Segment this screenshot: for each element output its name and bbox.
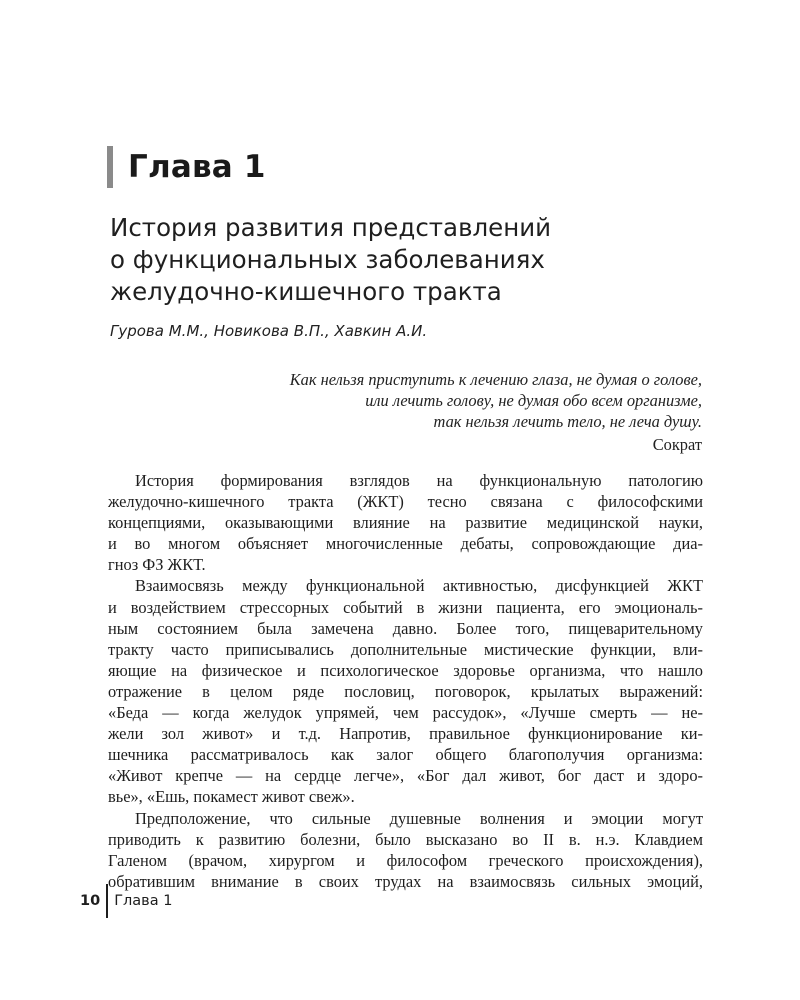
body-line: и во многом объясняет многочисленные дебаты, сопровождающие диа- bbox=[108, 534, 703, 554]
subtitle-line: желудочно-кишечного тракта bbox=[110, 277, 502, 306]
body-line: История формирования взглядов на функциональную патологию bbox=[135, 471, 703, 490]
body-line: Предположение, что сильные душевные волнения и эмоции могут bbox=[135, 808, 703, 828]
body-text bbox=[108, 470, 703, 892]
authors: Гурова М.М., Новикова В.П., Хавкин А.И. bbox=[110, 322, 428, 340]
epigraph bbox=[290, 369, 702, 432]
body-line: шечника рассматривалось как залог общего благополучия организма: bbox=[108, 745, 703, 765]
chapter-heading bbox=[107, 146, 266, 188]
body-line: отражение в целом ряде пословиц, поговорок, крылатых выражений: bbox=[108, 681, 703, 701]
body-line: тракту часто приписывались дополнительные мистические функции, вли- bbox=[108, 639, 703, 659]
body-line: «Беда — когда желудок упрямей, чем рассудок», «Лучше смерть — не- bbox=[108, 703, 703, 723]
chapter-subtitle bbox=[110, 212, 710, 308]
page-footer bbox=[80, 884, 172, 918]
body-line: концепциями, оказывающими влияние на развитие медицинской науки, bbox=[108, 513, 703, 533]
epigraph-line: или лечить голову, не думая обо всем организме, bbox=[365, 391, 702, 410]
body-line: желудочно-кишечного тракта (ЖКТ) тесно связана с философскими bbox=[108, 492, 703, 512]
page-number: 10 bbox=[80, 893, 101, 909]
body-line: приводить к развитию болезни, было высказано во II в. н.э. Клавдием bbox=[108, 829, 703, 849]
epigraph-line: так нельзя лечить тело, не леча душу. bbox=[433, 412, 702, 431]
body-line: вье», «Ешь, покамест живот свеж». bbox=[108, 787, 355, 807]
body-line: гноз ФЗ ЖКТ. bbox=[108, 555, 206, 575]
body-line: обратившим внимание в своих трудах на взаимосвязь сильных эмоций, bbox=[108, 871, 703, 891]
chapter-accent-bar bbox=[107, 146, 113, 188]
body-line: Взаимосвязь между функциональной активностью, дисфункцией ЖКТ bbox=[135, 576, 703, 596]
body-line: ным состоянием была замечена давно. Более того, пищеварительному bbox=[108, 618, 703, 638]
body-line: «Живот крепче — на сердце легче», «Бог дал живот, бог даст и здоро- bbox=[108, 766, 703, 786]
running-title: Глава 1 bbox=[114, 893, 173, 909]
subtitle-line: История развития представлений bbox=[110, 213, 552, 242]
body-line: Галеном (врачом, хирургом и философом греческого происхождения), bbox=[108, 850, 703, 870]
footer-divider bbox=[106, 884, 108, 918]
epigraph-line: Как нельзя приступить к лечению глаза, не думая о голове, bbox=[289, 370, 702, 389]
chapter-title: Глава 1 bbox=[128, 149, 266, 185]
body-line: яющие на физическое и психологическое здоровье организма, что нашло bbox=[108, 660, 703, 680]
body-line: жели зол живот» и т.д. Напротив, правильное функционирование ки- bbox=[108, 724, 703, 744]
epigraph-author: Сократ bbox=[652, 435, 702, 454]
subtitle-line: о функциональных заболеваниях bbox=[110, 245, 545, 274]
body-line: и воздействием стрессорных событий в жизни пациента, его эмоциональ- bbox=[108, 597, 703, 617]
